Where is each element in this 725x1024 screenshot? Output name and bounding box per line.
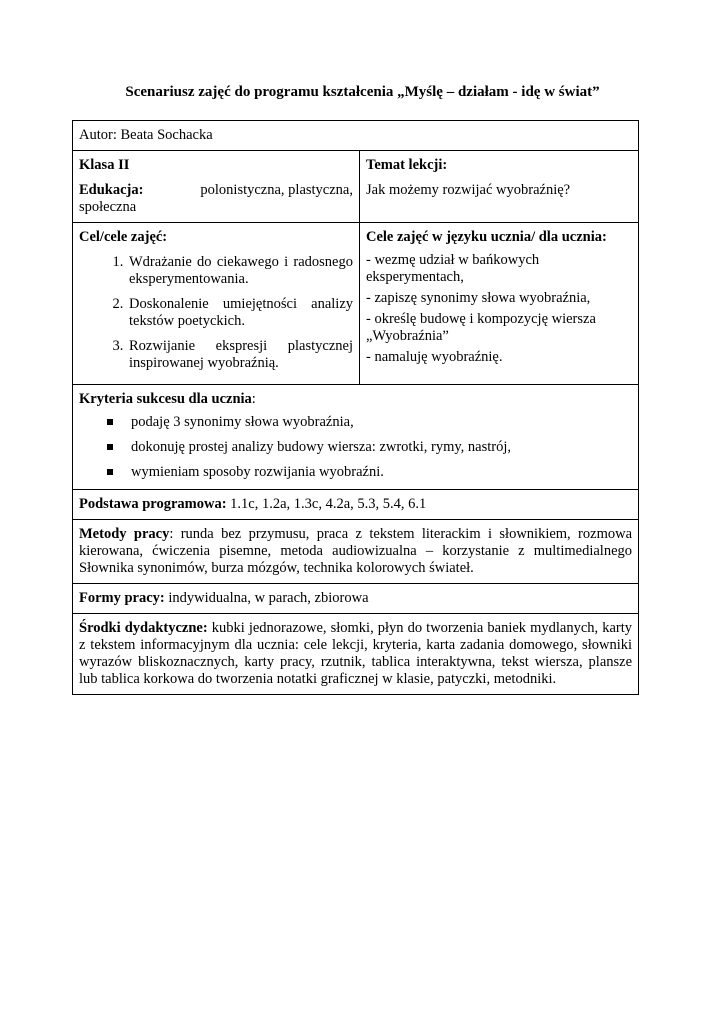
student-goal-item: - namaluję wyobraźnię. (366, 349, 503, 365)
page-title: Scenariusz zajęć do programu kształcenia „Myślę – działam - idę w świat” (125, 84, 600, 100)
author-text: Autor: Beata Sochacka (79, 127, 213, 143)
goals-label: Cel/cele zajęć: (79, 229, 168, 245)
student-goal-item: - zapiszę synonimy słowa wyobraźnia, (366, 290, 591, 306)
goal-item: 1. Wdrażanie do ciekawego i radosnego eksperymentowania. (127, 254, 353, 288)
methods-row (73, 520, 639, 584)
criteria-item: dokonuję prostej analizy budowy wiersza: zwrotki, rymy, nastrój, (103, 439, 632, 456)
education-line (79, 182, 353, 199)
student-goals-label: Cele zajęć w języku ucznia/ dla ucznia: (366, 229, 607, 245)
student-goal-item: - określę budowę i kompozycję wiersza „Wyobraźnia” (366, 311, 596, 344)
criteria-list (79, 414, 632, 481)
class-label: Klasa II (79, 157, 130, 173)
student-goals-cell (360, 223, 639, 385)
forms-value: indywidualna, w parach, zbiorowa (168, 590, 369, 606)
author-cell (73, 121, 639, 151)
criteria-item: wymieniam sposoby rozwijania wyobraźni. (103, 464, 632, 481)
curriculum-value: 1.1c, 1.2a, 1.3c, 4.2a, 5.3, 5.4, 6.1 (230, 496, 427, 512)
bullet-square-icon (107, 419, 113, 425)
methods-value: : runda bez przymusu, praca z tekstem literackim i słownikiem, rozmowa kierowana, ćwiczenia pisemne, metoda audiowizualna – korzystanie z multimedialnego Słownika synonimów, burza mózgów, technika kolorowych świateł. (79, 526, 633, 576)
bullet-square-icon (107, 469, 113, 475)
topic-label: Temat lekcji: (366, 157, 448, 173)
author-row (73, 121, 639, 151)
class-topic-row (73, 151, 639, 223)
criteria-row (73, 385, 639, 490)
lesson-plan-table (72, 120, 639, 695)
education-label: Edukacja: (79, 182, 144, 198)
curriculum-label: Podstawa programowa: (79, 496, 227, 512)
goals-list (79, 254, 353, 372)
criteria-label: Kryteria sukcesu dla ucznia (79, 391, 252, 407)
topic-cell (360, 151, 639, 223)
education-value-line1: polonistyczna, plastyczna, (200, 182, 353, 198)
curriculum-cell (73, 490, 639, 520)
goal-item: 3. Rozwijanie ekspresji plastycznej inspirowanej wyobraźnią. (127, 338, 353, 372)
criteria-item: podaję 3 synonimy słowa wyobraźnia, (103, 414, 632, 431)
resources-row (73, 614, 639, 695)
resources-cell (73, 614, 639, 695)
forms-cell (73, 584, 639, 614)
goals-cell (73, 223, 360, 385)
criteria-colon: : (251, 391, 256, 407)
criteria-cell (73, 385, 639, 490)
methods-label: Metody pracy (79, 526, 170, 542)
methods-cell (73, 520, 639, 584)
education-value-line2: społeczna (79, 199, 137, 215)
topic-value: Jak możemy rozwijać wyobraźnię? (366, 182, 571, 198)
class-cell (73, 151, 360, 223)
goal-item: 2. Doskonalenie umiejętności analizy tekstów poetyckich. (127, 296, 353, 330)
student-goal-item: - wezmę udział w bańkowych eksperymentach, (366, 252, 540, 285)
curriculum-row (73, 490, 639, 520)
forms-row (73, 584, 639, 614)
resources-label: Środki dydaktyczne: (79, 620, 208, 636)
resources-value: kubki jednorazowe, słomki, płyn do tworzenia baniek mydlanych, karty z tekstem informacyjnym dla ucznia: cele lekcji, kryteria, karta zadania domowego, słowniki wyrazów bliskoznacznych, karty pracy, rzutnik, tablica interaktywna, tekst wiersza, plansze lub tablica korkowa do tworzenia notatki graficznej w klasie, patyczki, metodniki. (79, 620, 633, 687)
goals-row (73, 223, 639, 385)
forms-label: Formy pracy: (79, 590, 165, 606)
bullet-square-icon (107, 444, 113, 450)
